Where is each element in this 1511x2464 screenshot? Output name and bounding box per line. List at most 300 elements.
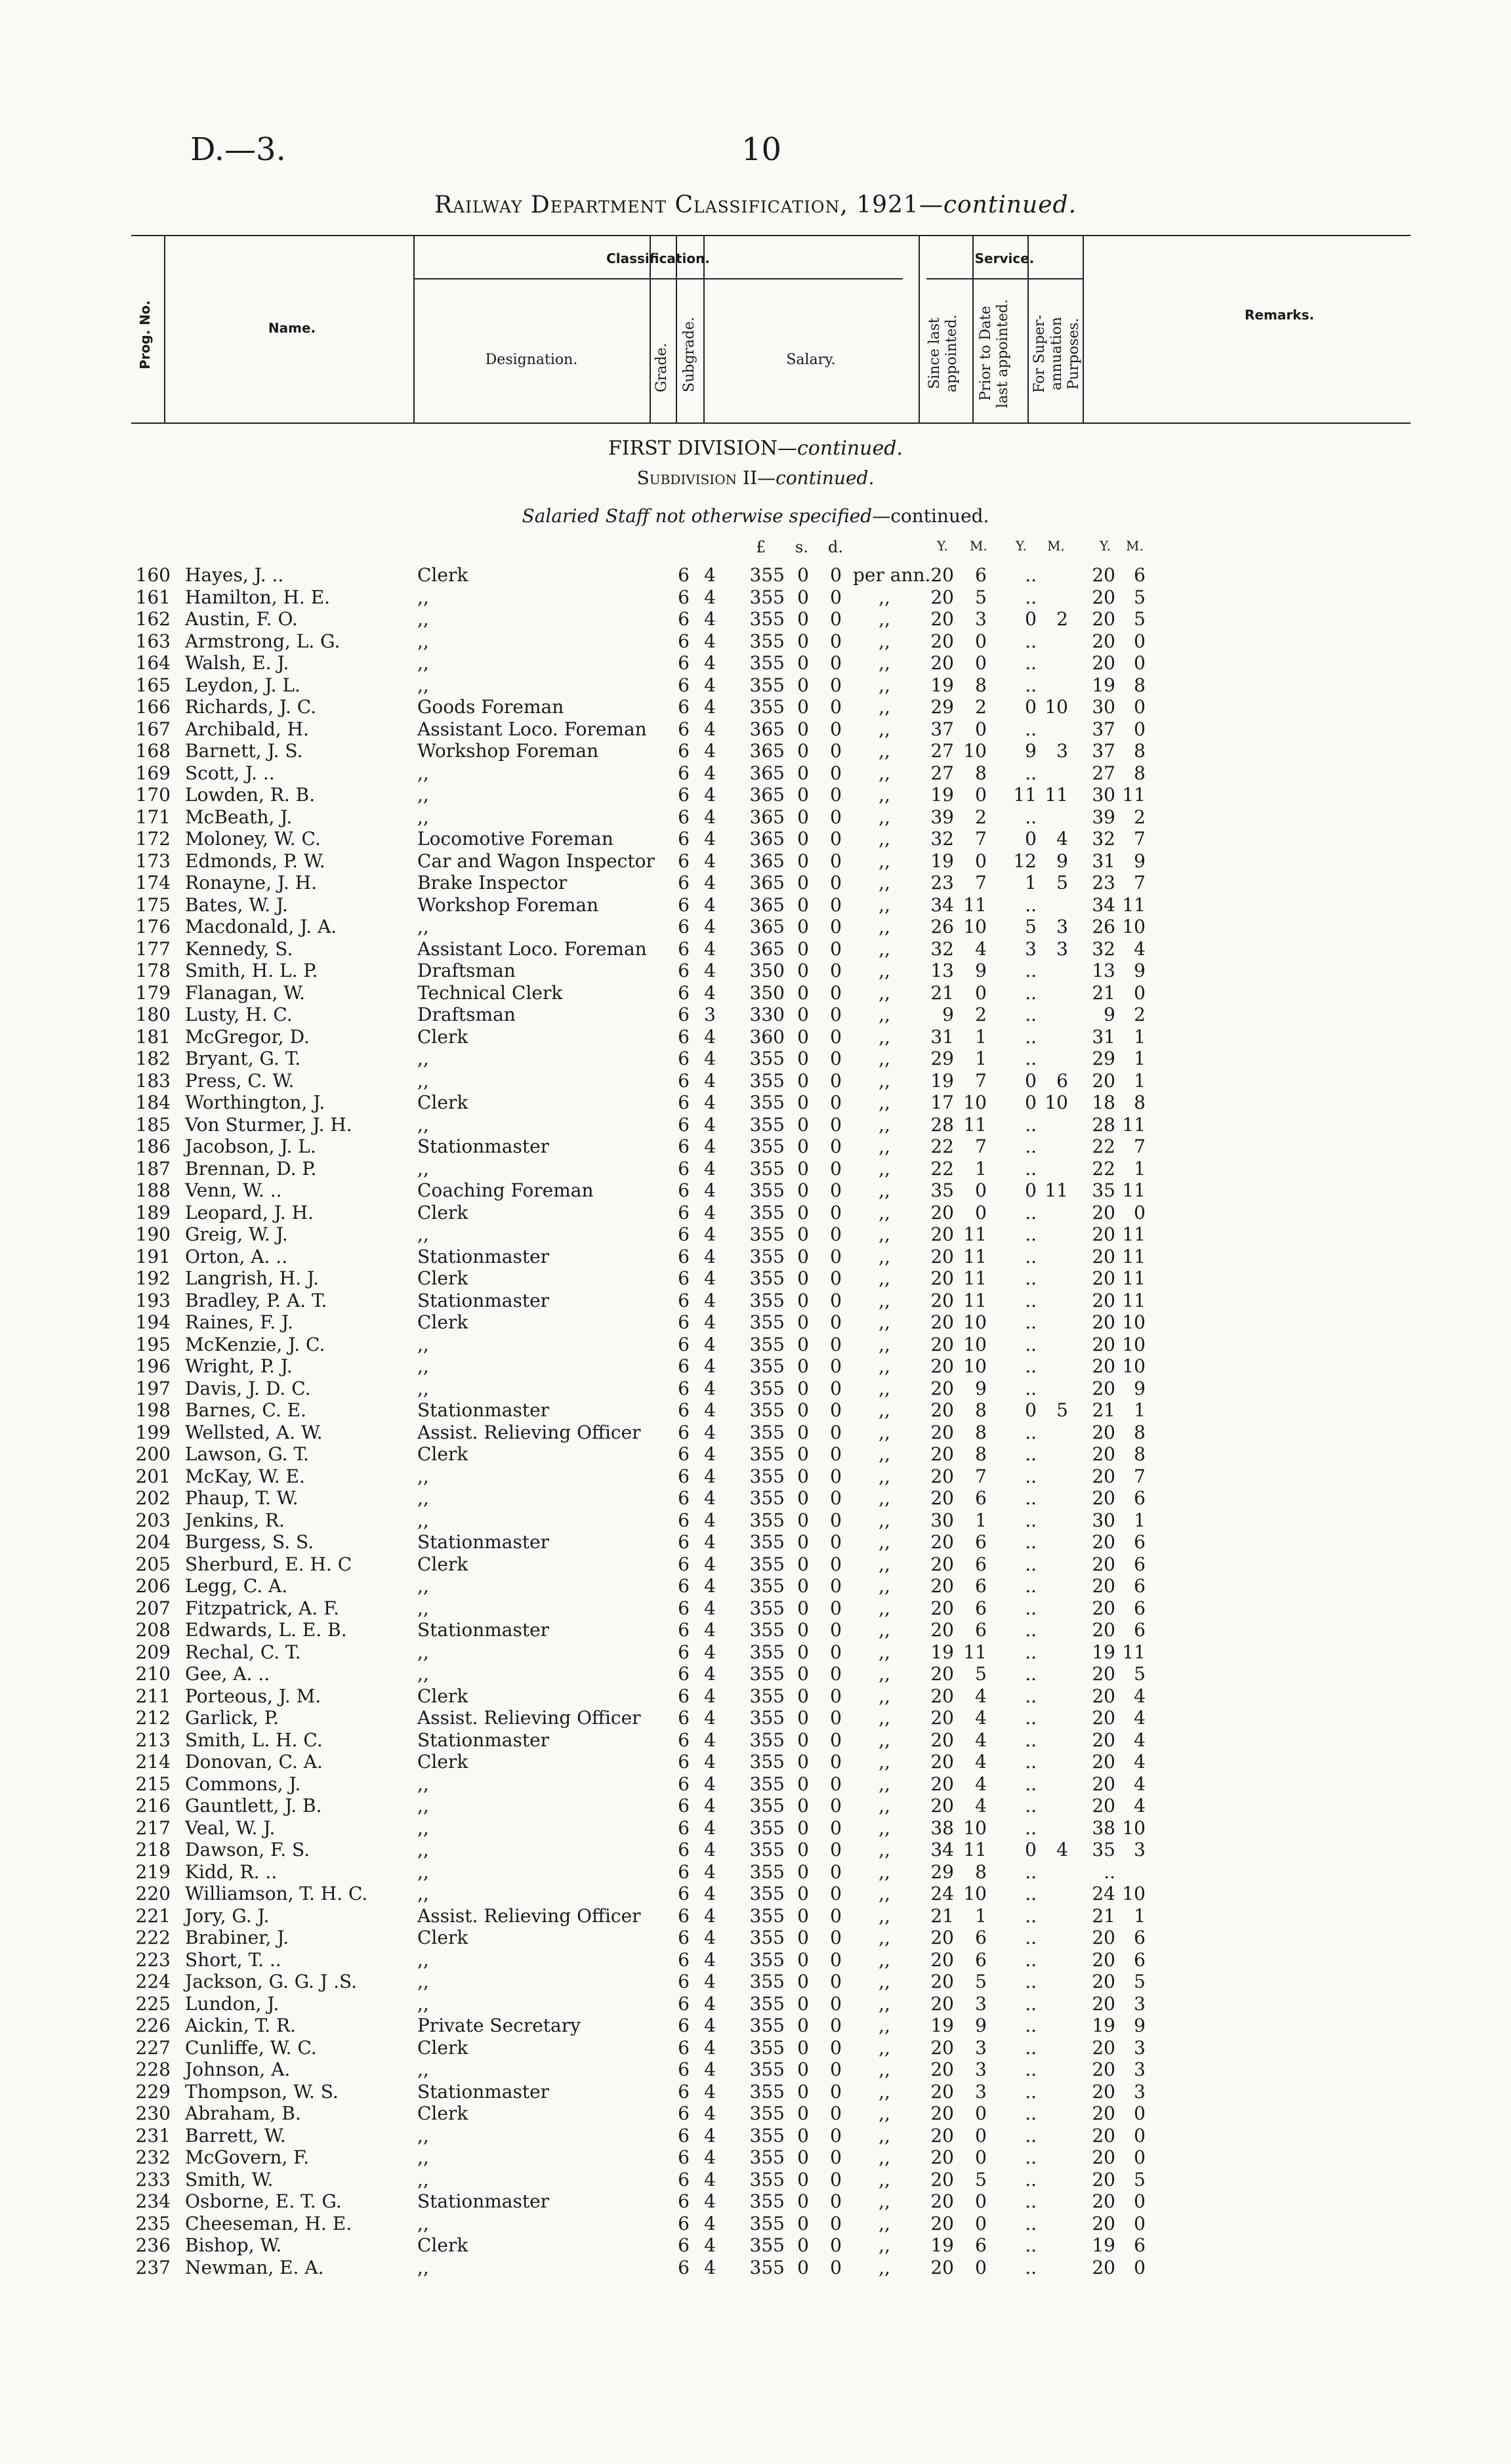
cell-salary-pounds: 365	[749, 762, 785, 784]
cell-salary-pounds: 360	[749, 1025, 785, 1048]
cell-super-years: 20	[1092, 1531, 1115, 1553]
cell-salary-pence: 0	[830, 1465, 842, 1487]
cell-name: Greig, W. J.	[185, 1223, 288, 1245]
cell-prior-years: ..	[1025, 1136, 1037, 1157]
cell-salary-shillings: 0	[797, 762, 809, 784]
cell-salary-shillings: 0	[797, 1531, 809, 1553]
unit-pounds: £	[756, 538, 766, 556]
cell-grade: 6	[678, 893, 690, 916]
cell-salary-pence: 0	[830, 981, 842, 1004]
cell-designation: ,,	[417, 1355, 429, 1377]
table-row	[0, 718, 1511, 741]
cell-salary-shillings: 0	[797, 2124, 809, 2146]
cell-super-months: 0	[1134, 2256, 1146, 2278]
cell-super-years: 9	[1104, 1004, 1115, 1025]
cell-designation: ,,	[417, 1575, 429, 1597]
cell-super-months: 6	[1134, 1597, 1146, 1619]
cell-super-years: 20	[1092, 1663, 1115, 1685]
cell-since-months: 3	[975, 2036, 987, 2059]
cell-salary-pounds: 355	[749, 1839, 785, 1860]
cell-prior-months: 5	[1056, 1399, 1068, 1421]
cell-grade: 6	[678, 2036, 690, 2059]
cell-since-years: 29	[930, 1048, 954, 1069]
cell-designation: ,,	[417, 1465, 429, 1487]
cell-super-months: 10	[1122, 1311, 1146, 1333]
cell-prog-no: 160	[135, 564, 171, 586]
cell-super-years: 20	[1092, 1773, 1115, 1795]
cell-since-years: 20	[930, 1531, 954, 1553]
cell-since-months: 10	[963, 1355, 987, 1377]
cell-super-years: 20	[1092, 652, 1115, 674]
cell-prior-years: ..	[1025, 2103, 1037, 2124]
table-row	[0, 2169, 1511, 2191]
cell-subgrade: 4	[704, 1619, 716, 1641]
cell-prog-no: 228	[135, 2059, 171, 2080]
cell-salary-pence: 0	[830, 1707, 842, 1729]
cell-designation: ,,	[417, 806, 429, 828]
cell-salary-shillings: 0	[797, 718, 809, 740]
cell-prog-no: 203	[135, 1509, 171, 1531]
cell-salary-pence: 0	[830, 1663, 842, 1685]
cell-name: Austin, F. O.	[185, 608, 298, 630]
cell-since-months: 6	[975, 1619, 987, 1641]
cell-prog-no: 166	[135, 696, 171, 718]
cell-prog-no: 161	[135, 586, 171, 608]
cell-super-years: 32	[1092, 937, 1115, 960]
cell-salary-pounds: 355	[749, 1729, 785, 1751]
cell-designation: ,,	[417, 2059, 429, 2080]
cell-name: Barnes, C. E.	[185, 1399, 306, 1421]
cell-prior-years: ..	[1025, 1267, 1037, 1289]
cell-prog-no: 172	[135, 828, 171, 850]
cell-salary-pence: 0	[830, 2234, 842, 2256]
cell-prior-years: ..	[1025, 2146, 1037, 2168]
staff-table-body	[0, 564, 1511, 2278]
cell-since-years: 20	[930, 1421, 954, 1443]
cell-prior-years: ..	[1025, 1685, 1037, 1707]
cell-prog-no: 180	[135, 1004, 171, 1025]
cell-since-years: 20	[930, 1201, 954, 1223]
cell-prior-years: ..	[1025, 1443, 1037, 1465]
cell-salary-pence: 0	[830, 1971, 842, 1992]
cell-prog-no: 205	[135, 1553, 171, 1575]
unit-shillings: s.	[795, 538, 808, 556]
cell-name: Lusty, H. C.	[185, 1004, 293, 1025]
cell-salary-shillings: 0	[797, 1267, 809, 1289]
cell-salary-pounds: 355	[749, 1092, 785, 1113]
cell-since-months: 7	[975, 1465, 987, 1487]
cell-since-months: 6	[975, 1553, 987, 1575]
table-row	[0, 674, 1511, 697]
cell-prog-no: 186	[135, 1136, 171, 1157]
unit-pence: d.	[828, 538, 843, 556]
unit-years-1: Y.	[937, 538, 948, 554]
cell-super-months: 6	[1134, 1575, 1146, 1597]
cell-salary-period: ,,	[879, 608, 890, 630]
cell-salary-shillings: 0	[797, 872, 809, 893]
cell-prior-years: ..	[1025, 1421, 1037, 1443]
cell-name: Langrish, H. J.	[185, 1267, 319, 1289]
cell-salary-pence: 0	[830, 1289, 842, 1311]
cell-grade: 6	[678, 2059, 690, 2080]
cell-prior-years: ..	[1025, 2080, 1037, 2103]
cell-salary-pence: 0	[830, 1157, 842, 1180]
cell-super-months: 10	[1122, 916, 1146, 937]
cell-prior-months: 6	[1056, 1069, 1068, 1092]
cell-since-months: 5	[975, 586, 987, 608]
cell-prior-years: 0	[1025, 828, 1037, 850]
cell-salary-pence: 0	[830, 1839, 842, 1860]
cell-prior-years: 0	[1025, 1092, 1037, 1113]
table-row	[0, 1795, 1511, 1817]
cell-designation: Stationmaster	[417, 1531, 550, 1553]
cell-super-years: 20	[1092, 2168, 1115, 2190]
cell-salary-period: ,,	[879, 1707, 890, 1729]
cell-subgrade: 4	[704, 1904, 716, 1927]
cell-since-years: 20	[930, 2059, 954, 2080]
cell-name: Edmonds, P. W.	[185, 850, 325, 872]
cell-super-months: 6	[1134, 1927, 1146, 1948]
cell-since-years: 29	[930, 1860, 954, 1883]
cell-name: Macdonald, J. A.	[185, 916, 337, 937]
cell-name: Veal, W. J.	[185, 1817, 276, 1839]
cell-salary-pounds: 330	[749, 1004, 785, 1025]
cell-name: Orton, A. ..	[185, 1245, 288, 1267]
cell-salary-pounds: 365	[749, 893, 785, 916]
cell-super-years: 28	[1092, 1113, 1115, 1136]
cell-super-months: 1	[1134, 1157, 1146, 1180]
cell-name: Bradley, P. A. T.	[185, 1289, 327, 1311]
cell-super-years: 30	[1092, 696, 1115, 718]
cell-prior-years: ..	[1025, 1245, 1037, 1267]
cell-name: McGovern, F.	[185, 2146, 310, 2168]
cell-name: Armstrong, L. G.	[185, 630, 341, 652]
cell-since-years: 26	[930, 916, 954, 937]
cell-since-months: 3	[975, 1992, 987, 2015]
cell-salary-shillings: 0	[797, 828, 809, 850]
cell-salary-period: ,,	[879, 1157, 890, 1180]
cell-subgrade: 4	[704, 1839, 716, 1860]
cell-super-years: 20	[1092, 1619, 1115, 1641]
table-row	[0, 564, 1511, 586]
cell-since-months: 8	[975, 1443, 987, 1465]
cell-since-months: 1	[975, 1157, 987, 1180]
cell-name: Rechal, C. T.	[185, 1641, 301, 1663]
cell-prog-no: 234	[135, 2190, 171, 2212]
cell-prior-years: ..	[1025, 1531, 1037, 1553]
cell-since-years: 20	[930, 1751, 954, 1773]
cell-grade: 6	[678, 2103, 690, 2124]
cell-grade: 6	[678, 916, 690, 937]
cell-since-years: 20	[930, 1487, 954, 1509]
cell-subgrade: 4	[704, 2015, 716, 2036]
cell-since-years: 19	[930, 674, 954, 696]
cell-name: Abraham, B.	[185, 2103, 301, 2124]
cell-salary-shillings: 0	[797, 1443, 809, 1465]
table-row	[0, 1531, 1511, 1553]
cell-prior-months: 5	[1056, 872, 1068, 893]
cell-subgrade: 4	[704, 1509, 716, 1531]
cell-salary-shillings: 0	[797, 1773, 809, 1795]
cell-prior-years: ..	[1025, 1355, 1037, 1377]
cell-prog-no: 225	[135, 1992, 171, 2015]
cell-salary-pence: 0	[830, 1487, 842, 1509]
table-row	[0, 1355, 1511, 1378]
cell-super-years: 20	[1092, 1553, 1115, 1575]
cell-salary-pounds: 355	[749, 1707, 785, 1729]
cell-salary-period: ,,	[879, 1069, 890, 1092]
cell-prog-no: 233	[135, 2168, 171, 2190]
cell-prior-months: 10	[1045, 1092, 1068, 1113]
cell-super-years: 20	[1092, 1443, 1115, 1465]
cell-super-months: 0	[1134, 981, 1146, 1004]
cell-since-years: 21	[930, 1904, 954, 1927]
cell-super-months: 0	[1134, 2103, 1146, 2124]
cell-designation: Stationmaster	[417, 2190, 550, 2212]
cell-name: Flanagan, W.	[185, 981, 306, 1004]
cell-super-months: 8	[1134, 740, 1146, 762]
cell-prior-years: ..	[1025, 1597, 1037, 1619]
cell-grade: 6	[678, 2234, 690, 2256]
cell-super-months: 8	[1134, 762, 1146, 784]
cell-grade: 6	[678, 850, 690, 872]
cell-super-years: 26	[1092, 916, 1115, 937]
cell-name: Smith, L. H. C.	[185, 1729, 323, 1751]
cell-salary-shillings: 0	[797, 784, 809, 806]
cell-super-years: 20	[1092, 1597, 1115, 1619]
cell-prior-years: ..	[1025, 630, 1037, 652]
cell-grade: 6	[678, 740, 690, 762]
cell-name: Gauntlett, J. B.	[185, 1795, 322, 1817]
cell-prog-no: 212	[135, 1707, 171, 1729]
cell-since-months: 8	[975, 1421, 987, 1443]
cell-salary-period: ,,	[879, 850, 890, 872]
cell-super-years: 31	[1092, 1025, 1115, 1048]
cell-subgrade: 4	[704, 1157, 716, 1180]
cell-super-years: 30	[1092, 1509, 1115, 1531]
cell-prog-no: 211	[135, 1685, 171, 1707]
cell-salary-shillings: 0	[797, 1355, 809, 1377]
cell-name: Dawson, F. S.	[185, 1839, 310, 1860]
cell-designation: ,,	[417, 1992, 429, 2015]
cell-designation: ,,	[417, 1597, 429, 1619]
cell-since-months: 0	[975, 718, 987, 740]
cell-subgrade: 4	[704, 696, 716, 718]
unit-months-1: M.	[970, 538, 987, 554]
cell-salary-pounds: 355	[749, 1509, 785, 1531]
cell-since-years: 17	[930, 1092, 954, 1113]
cell-salary-period: ,,	[879, 586, 890, 608]
document-reference: D.—3.	[190, 131, 286, 168]
cell-salary-pence: 0	[830, 564, 842, 586]
cell-salary-pence: 0	[830, 1619, 842, 1641]
cell-since-months: 1	[975, 1509, 987, 1531]
cell-salary-period: ,,	[879, 2015, 890, 2036]
cell-since-years: 20	[930, 1333, 954, 1355]
cell-salary-pence: 0	[830, 652, 842, 674]
cell-salary-pence: 0	[830, 784, 842, 806]
cell-prog-no: 227	[135, 2036, 171, 2059]
table-row	[0, 1311, 1511, 1334]
cell-name: Aickin, T. R.	[185, 2015, 296, 2036]
cell-subgrade: 4	[704, 1311, 716, 1333]
cell-prog-no: 198	[135, 1399, 171, 1421]
cell-prior-months: 2	[1056, 608, 1068, 630]
cell-prog-no: 171	[135, 806, 171, 828]
cell-grade: 6	[678, 1992, 690, 2015]
cell-salary-shillings: 0	[797, 1004, 809, 1025]
cell-salary-pounds: 355	[749, 1971, 785, 1992]
cell-salary-pounds: 355	[749, 1223, 785, 1245]
cell-salary-pounds: 355	[749, 1531, 785, 1553]
cell-grade: 6	[678, 1333, 690, 1355]
cell-grade: 6	[678, 1069, 690, 1092]
cell-since-years: 35	[930, 1180, 954, 1201]
cell-salary-period: ,,	[879, 1267, 890, 1289]
header-subgrade: Subgrade.	[681, 316, 697, 392]
cell-salary-pounds: 355	[749, 1904, 785, 1927]
cell-salary-pence: 0	[830, 1509, 842, 1531]
cell-super-months: 4	[1134, 1795, 1146, 1817]
cell-since-years: 20	[930, 608, 954, 630]
cell-grade: 6	[678, 2256, 690, 2278]
cell-designation: Workshop Foreman	[417, 740, 599, 762]
table-row	[0, 652, 1511, 674]
cell-subgrade: 4	[704, 1201, 716, 1223]
cell-designation: Private Secretary	[417, 2015, 581, 2036]
cell-salary-period: ,,	[879, 1487, 890, 1509]
cell-salary-pence: 0	[830, 1048, 842, 1069]
cell-subgrade: 4	[704, 1289, 716, 1311]
cell-super-years: 35	[1092, 1839, 1115, 1860]
cell-name: Lowden, R. B.	[185, 784, 316, 806]
cell-prior-years: ..	[1025, 806, 1037, 828]
cell-designation: Stationmaster	[417, 1289, 550, 1311]
cell-salary-pounds: 365	[749, 850, 785, 872]
cell-grade: 6	[678, 1531, 690, 1553]
cell-salary-period: ,,	[879, 1421, 890, 1443]
cell-super-years: 20	[1092, 2036, 1115, 2059]
table-row	[0, 2015, 1511, 2037]
cell-super-years: 20	[1092, 630, 1115, 652]
cell-grade: 6	[678, 652, 690, 674]
cell-salary-pounds: 355	[749, 1180, 785, 1201]
cell-super-months: 6	[1134, 564, 1146, 586]
cell-salary-pounds: 355	[749, 1553, 785, 1575]
cell-prog-no: 176	[135, 916, 171, 937]
table-row	[0, 1136, 1511, 1158]
header-service: Service.	[974, 251, 1035, 266]
cell-prior-years: ..	[1025, 1795, 1037, 1817]
table-row	[0, 2059, 1511, 2081]
cell-super-years: 20	[1092, 1201, 1115, 1223]
cell-grade: 6	[678, 1048, 690, 1069]
cell-salary-period: ,,	[879, 1685, 890, 1707]
cell-salary-shillings: 0	[797, 1509, 809, 1531]
cell-prog-no: 218	[135, 1839, 171, 1860]
cell-salary-shillings: 0	[797, 1201, 809, 1223]
cell-salary-pence: 0	[830, 1113, 842, 1136]
cell-prior-years: ..	[1025, 1025, 1037, 1048]
cell-subgrade: 4	[704, 1399, 716, 1421]
cell-subgrade: 4	[704, 1025, 716, 1048]
cell-super-months: 0	[1134, 630, 1146, 652]
cell-since-years: 19	[930, 2234, 954, 2256]
cell-super-years: 19	[1092, 1641, 1115, 1663]
cell-since-years: 29	[930, 696, 954, 718]
cell-salary-shillings: 0	[797, 1685, 809, 1707]
cell-since-years: 21	[930, 981, 954, 1004]
cell-super-months: 0	[1134, 696, 1146, 718]
cell-salary-period: ,,	[879, 2168, 890, 2190]
cell-prog-no: 200	[135, 1443, 171, 1465]
cell-since-months: 10	[963, 1883, 987, 1904]
cell-subgrade: 4	[704, 2168, 716, 2190]
cell-prog-no: 169	[135, 762, 171, 784]
cell-salary-shillings: 0	[797, 1399, 809, 1421]
cell-subgrade: 4	[704, 1729, 716, 1751]
cell-salary-period: ,,	[879, 1355, 890, 1377]
cell-prog-no: 188	[135, 1180, 171, 1201]
cell-grade: 6	[678, 1223, 690, 1245]
cell-subgrade: 4	[704, 1092, 716, 1113]
cell-grade: 6	[678, 630, 690, 652]
cell-super-years: 20	[1092, 1069, 1115, 1092]
cell-salary-period: ,,	[879, 1795, 890, 1817]
cell-salary-shillings: 0	[797, 806, 809, 828]
cell-designation: ,,	[417, 1333, 429, 1355]
cell-subgrade: 4	[704, 1597, 716, 1619]
cell-salary-pounds: 355	[749, 2036, 785, 2059]
cell-salary-shillings: 0	[797, 960, 809, 981]
cell-salary-pounds: 355	[749, 1377, 785, 1399]
cell-designation: Stationmaster	[417, 2080, 550, 2103]
cell-super-years: 20	[1092, 1729, 1115, 1751]
cell-since-years: 20	[930, 2146, 954, 2168]
cell-salary-pence: 0	[830, 2256, 842, 2278]
cell-subgrade: 4	[704, 784, 716, 806]
cell-super-years: 20	[1092, 1289, 1115, 1311]
cell-super-years: 20	[1092, 1355, 1115, 1377]
cell-prog-no: 194	[135, 1311, 171, 1333]
cell-since-months: 10	[963, 1092, 987, 1113]
cell-prior-years: ..	[1025, 718, 1037, 740]
cell-super-years: 31	[1092, 850, 1115, 872]
cell-subgrade: 4	[704, 718, 716, 740]
cell-prior-months: 11	[1045, 784, 1068, 806]
cell-subgrade: 4	[704, 1180, 716, 1201]
cell-salary-period: ,,	[879, 916, 890, 937]
cell-prior-years: ..	[1025, 1377, 1037, 1399]
cell-prior-years: ..	[1025, 1004, 1037, 1025]
cell-salary-period: ,,	[879, 1201, 890, 1223]
cell-name: Williamson, T. H. C.	[185, 1883, 368, 1904]
cell-designation: ,,	[417, 1860, 429, 1883]
cell-salary-pounds: 355	[749, 1992, 785, 2015]
table-row	[0, 1509, 1511, 1532]
cell-salary-shillings: 0	[797, 1223, 809, 1245]
cell-super-months: 11	[1122, 1289, 1146, 1311]
cell-designation: ,,	[417, 762, 429, 784]
cell-super-years: 21	[1092, 1399, 1115, 1421]
cell-designation: ,,	[417, 1839, 429, 1860]
cell-salary-pounds: 355	[749, 2146, 785, 2168]
cell-prog-no: 197	[135, 1377, 171, 1399]
cell-name: Legg, C. A.	[185, 1575, 288, 1597]
cell-since-months: 11	[963, 1641, 987, 1663]
cell-subgrade: 4	[704, 893, 716, 916]
cell-salary-shillings: 0	[797, 1069, 809, 1092]
